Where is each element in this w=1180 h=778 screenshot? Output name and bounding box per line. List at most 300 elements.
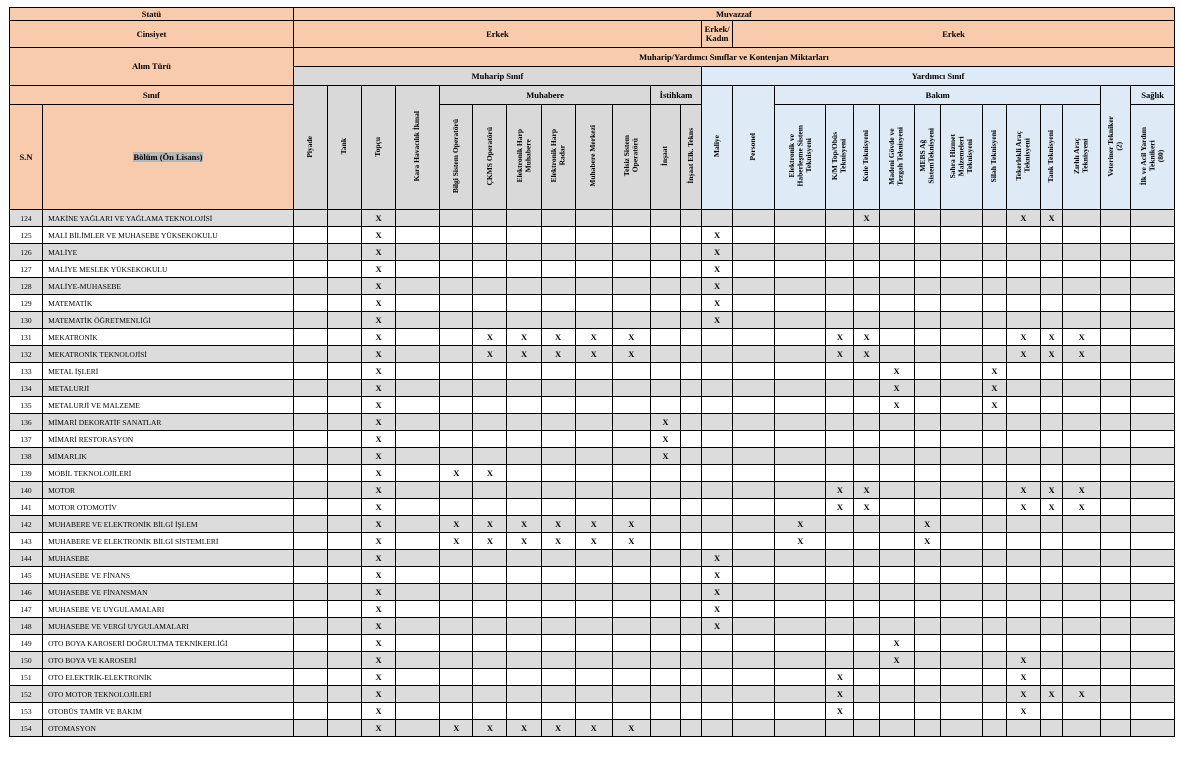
quota-cell — [826, 465, 854, 482]
col-header-16: Kule Teknisyeni — [854, 105, 879, 210]
quota-cell — [854, 431, 879, 448]
quota-cell — [914, 618, 940, 635]
quota-cell — [914, 720, 940, 737]
col-header-18: MEBS Ağ SistemTeknisyeni — [914, 105, 940, 210]
quota-mark: X — [1063, 482, 1101, 499]
quota-cell — [680, 652, 701, 669]
quota-cell — [327, 329, 361, 346]
quota-cell — [293, 635, 327, 652]
quota-cell — [775, 584, 826, 601]
quota-cell — [293, 499, 327, 516]
quota-cell — [680, 618, 701, 635]
quota-cell — [940, 210, 982, 227]
quota-mark: X — [914, 516, 940, 533]
quota-cell — [1101, 346, 1131, 363]
row-sn: 135 — [10, 397, 43, 414]
quota-cell — [1063, 652, 1101, 669]
quota-cell — [507, 312, 541, 329]
row-sn: 151 — [10, 669, 43, 686]
quota-mark: X — [575, 720, 612, 737]
quota-cell — [826, 363, 854, 380]
quota-cell — [914, 278, 940, 295]
quota-cell — [680, 448, 701, 465]
quota-mark: X — [362, 244, 396, 261]
quota-cell — [575, 227, 612, 244]
quota-cell — [854, 397, 879, 414]
table-row — [10, 346, 1175, 363]
quota-mark: X — [702, 295, 733, 312]
quota-cell — [293, 652, 327, 669]
quota-mark: X — [1063, 499, 1101, 516]
quota-cell — [1063, 703, 1101, 720]
quota-cell — [440, 686, 473, 703]
quota-mark: X — [775, 516, 826, 533]
table-row — [10, 635, 1175, 652]
quota-cell — [1101, 533, 1131, 550]
quota-cell — [612, 210, 650, 227]
quota-cell — [854, 448, 879, 465]
quota-cell — [914, 346, 940, 363]
quota-cell — [507, 499, 541, 516]
bolum-header-label: Bölüm (Ön Lisans) — [133, 151, 203, 162]
quota-cell — [826, 567, 854, 584]
quota-cell — [541, 210, 575, 227]
quota-cell — [775, 635, 826, 652]
row-sn: 152 — [10, 686, 43, 703]
quota-cell — [775, 601, 826, 618]
quota-cell — [1063, 601, 1101, 618]
quota-mark: X — [702, 227, 733, 244]
quota-cell — [854, 363, 879, 380]
quota-mark: X — [362, 414, 396, 431]
quota-mark: X — [612, 533, 650, 550]
quota-cell — [775, 482, 826, 499]
quota-cell — [1063, 295, 1101, 312]
quota-cell — [775, 652, 826, 669]
quota-cell — [879, 567, 914, 584]
quota-cell — [575, 312, 612, 329]
quota-cell — [1041, 635, 1063, 652]
quota-cell — [650, 397, 680, 414]
quota-cell — [1006, 244, 1040, 261]
quota-cell — [680, 431, 701, 448]
row-sn: 149 — [10, 635, 43, 652]
quota-cell — [440, 244, 473, 261]
quota-cell — [1041, 414, 1063, 431]
quota-cell — [612, 550, 650, 567]
quota-cell — [612, 618, 650, 635]
quota-mark: X — [507, 329, 541, 346]
quota-mark: X — [1041, 329, 1063, 346]
quota-cell — [650, 278, 680, 295]
quota-cell — [293, 414, 327, 431]
quota-mark: X — [879, 652, 914, 669]
quota-cell — [879, 278, 914, 295]
quota-cell — [293, 278, 327, 295]
quota-cell — [575, 431, 612, 448]
quota-cell — [826, 210, 854, 227]
quota-cell — [826, 584, 854, 601]
quota-cell — [327, 686, 361, 703]
quota-cell — [826, 244, 854, 261]
quota-cell — [940, 686, 982, 703]
quota-cell — [473, 414, 507, 431]
quota-cell — [1131, 567, 1175, 584]
quota-cell — [293, 227, 327, 244]
quota-cell — [702, 210, 733, 227]
quota-cell — [473, 397, 507, 414]
quota-cell — [680, 210, 701, 227]
row-department-name: OTO BOYA VE KAROSERİ — [43, 652, 294, 669]
quota-cell — [940, 567, 982, 584]
quota-cell — [733, 210, 775, 227]
quota-cell — [940, 380, 982, 397]
quota-cell — [507, 380, 541, 397]
quota-cell — [680, 295, 701, 312]
quota-cell — [650, 499, 680, 516]
quota-cell — [680, 244, 701, 261]
quota-cell — [914, 652, 940, 669]
quota-cell — [775, 278, 826, 295]
quota-cell — [982, 499, 1006, 516]
quota-mark: X — [879, 635, 914, 652]
quota-cell — [541, 584, 575, 601]
quota-cell — [650, 261, 680, 278]
quota-cell — [1131, 295, 1175, 312]
quota-cell — [680, 499, 701, 516]
sinif-label: Sınıf — [10, 86, 294, 105]
quota-cell — [575, 244, 612, 261]
quota-cell — [940, 346, 982, 363]
quota-cell — [541, 227, 575, 244]
quota-mark: X — [702, 244, 733, 261]
quota-cell — [650, 312, 680, 329]
quota-cell — [612, 584, 650, 601]
quota-mark: X — [1006, 210, 1040, 227]
quota-cell — [1041, 261, 1063, 278]
quota-cell — [293, 720, 327, 737]
quota-cell — [1063, 465, 1101, 482]
quota-mark: X — [362, 720, 396, 737]
quota-cell — [775, 414, 826, 431]
quota-cell — [293, 601, 327, 618]
quota-mark: X — [362, 278, 396, 295]
quota-cell — [507, 669, 541, 686]
quota-mark: X — [826, 499, 854, 516]
quota-cell — [440, 550, 473, 567]
quota-cell — [507, 227, 541, 244]
quota-cell — [826, 516, 854, 533]
quota-cell — [327, 567, 361, 584]
quota-cell — [1131, 686, 1175, 703]
col-header-22: Tank Teknisyeni — [1041, 105, 1063, 210]
quota-cell — [396, 380, 440, 397]
quota-mark: X — [575, 329, 612, 346]
row-sn: 154 — [10, 720, 43, 737]
quota-cell — [650, 652, 680, 669]
quota-cell — [1101, 720, 1131, 737]
quota-cell — [327, 261, 361, 278]
quota-cell — [982, 516, 1006, 533]
quota-cell — [1063, 363, 1101, 380]
quota-cell — [940, 703, 982, 720]
quota-mark: X — [362, 618, 396, 635]
quota-cell — [507, 210, 541, 227]
quota-cell — [940, 482, 982, 499]
gender-erkek-kadin: Erkek/ Kadın — [702, 21, 733, 48]
quota-mark: X — [826, 669, 854, 686]
sn-header: S.N — [10, 105, 43, 210]
quota-cell — [541, 312, 575, 329]
quota-cell — [440, 584, 473, 601]
quota-mark: X — [362, 516, 396, 533]
row-sn: 145 — [10, 567, 43, 584]
quota-cell — [733, 448, 775, 465]
row-department-name: MALİYE MESLEK YÜKSEKOKULU — [43, 261, 294, 278]
quota-cell — [775, 720, 826, 737]
quota-cell — [914, 397, 940, 414]
yardimci-sinif-header: Yardımcı Sınıf — [702, 67, 1175, 86]
quota-mark: X — [473, 720, 507, 737]
quota-cell — [1041, 295, 1063, 312]
table-row — [10, 686, 1175, 703]
quota-cell — [327, 618, 361, 635]
quota-mark: X — [362, 482, 396, 499]
quota-cell — [650, 295, 680, 312]
quota-cell — [702, 686, 733, 703]
quota-cell — [702, 448, 733, 465]
quota-cell — [702, 397, 733, 414]
quota-cell — [396, 448, 440, 465]
quota-cell — [473, 244, 507, 261]
quota-cell — [396, 720, 440, 737]
quota-cell — [293, 329, 327, 346]
quota-cell — [541, 601, 575, 618]
quota-cell — [1041, 550, 1063, 567]
quota-cell — [826, 635, 854, 652]
quota-cell — [1101, 465, 1131, 482]
quota-cell — [702, 703, 733, 720]
quota-mark: X — [362, 448, 396, 465]
quota-cell — [1131, 482, 1175, 499]
quota-mark: X — [982, 397, 1006, 414]
quota-mark: X — [507, 516, 541, 533]
quota-cell — [1063, 261, 1101, 278]
table-row — [10, 380, 1175, 397]
quota-mark: X — [575, 533, 612, 550]
quota-cell — [1006, 227, 1040, 244]
quota-cell — [775, 346, 826, 363]
quota-cell — [1101, 516, 1131, 533]
quota-cell — [1131, 516, 1175, 533]
quota-cell — [879, 448, 914, 465]
quota-cell — [575, 380, 612, 397]
quota-cell — [982, 329, 1006, 346]
quota-cell — [879, 550, 914, 567]
quota-cell — [1041, 397, 1063, 414]
quota-cell — [702, 482, 733, 499]
quota-cell — [854, 703, 879, 720]
quota-cell — [650, 533, 680, 550]
quota-cell — [327, 720, 361, 737]
quota-cell — [612, 227, 650, 244]
quota-cell — [1063, 380, 1101, 397]
quota-cell — [1101, 295, 1131, 312]
quota-cell — [440, 227, 473, 244]
quota-mark: X — [826, 482, 854, 499]
quota-mark: X — [473, 465, 507, 482]
quota-mark: X — [1041, 499, 1063, 516]
quota-cell — [440, 329, 473, 346]
quota-cell — [775, 686, 826, 703]
quota-cell — [1101, 601, 1131, 618]
quota-cell — [1063, 567, 1101, 584]
quota-mark: X — [362, 584, 396, 601]
quota-cell — [1101, 414, 1131, 431]
quota-mark: X — [1063, 346, 1101, 363]
row-sn: 143 — [10, 533, 43, 550]
quota-cell — [775, 703, 826, 720]
quota-cell — [940, 720, 982, 737]
quota-cell — [575, 652, 612, 669]
quota-cell — [733, 465, 775, 482]
quota-cell — [440, 431, 473, 448]
table-row — [10, 227, 1175, 244]
quota-mark: X — [702, 261, 733, 278]
table-row — [10, 261, 1175, 278]
quota-mark: X — [362, 533, 396, 550]
quota-mark: X — [702, 567, 733, 584]
quota-cell — [473, 635, 507, 652]
quota-cell — [327, 482, 361, 499]
quota-cell — [575, 261, 612, 278]
quota-mark: X — [775, 533, 826, 550]
quota-cell — [940, 499, 982, 516]
quota-cell — [327, 499, 361, 516]
quota-cell — [940, 261, 982, 278]
row-department-name: MALİ BİLİMLER VE MUHASEBE YÜKSEKOKULU — [43, 227, 294, 244]
quota-cell — [396, 499, 440, 516]
quota-cell — [575, 363, 612, 380]
quota-cell — [396, 329, 440, 346]
quota-mark: X — [541, 720, 575, 737]
quota-cell — [733, 312, 775, 329]
quota-cell — [680, 550, 701, 567]
quota-cell — [1006, 516, 1040, 533]
quota-mark: X — [826, 703, 854, 720]
quota-cell — [982, 261, 1006, 278]
bolum-header — [43, 105, 294, 210]
quota-cell — [473, 312, 507, 329]
row-sn: 126 — [10, 244, 43, 261]
quota-cell — [982, 431, 1006, 448]
quota-cell — [440, 380, 473, 397]
quota-cell — [1006, 720, 1040, 737]
row-sn: 133 — [10, 363, 43, 380]
row-department-name: OTOMASYON — [43, 720, 294, 737]
quota-cell — [879, 346, 914, 363]
quota-cell — [440, 703, 473, 720]
quota-cell — [440, 261, 473, 278]
quota-cell — [940, 652, 982, 669]
col-header-4: Bilgi Sistem Operatörü — [440, 105, 473, 210]
quota-cell — [940, 465, 982, 482]
quota-cell — [879, 261, 914, 278]
quota-cell — [879, 601, 914, 618]
quota-cell — [879, 618, 914, 635]
quota-mark: X — [362, 312, 396, 329]
gender-erkek-right: Erkek — [733, 21, 1175, 48]
quota-cell — [473, 601, 507, 618]
quota-cell — [702, 516, 733, 533]
quota-cell — [396, 584, 440, 601]
quota-cell — [680, 720, 701, 737]
quota-cell — [1101, 244, 1131, 261]
quota-cell — [440, 635, 473, 652]
row-department-name: METALURJİ — [43, 380, 294, 397]
col-header-10: İnşaat — [650, 105, 680, 210]
quota-cell — [702, 414, 733, 431]
table-row — [10, 584, 1175, 601]
quota-cell — [541, 261, 575, 278]
quota-cell — [396, 686, 440, 703]
quota-cell — [702, 346, 733, 363]
quota-cell — [1041, 601, 1063, 618]
quota-cell — [396, 414, 440, 431]
quota-cell — [914, 499, 940, 516]
quota-cell — [1101, 397, 1131, 414]
quota-cell — [327, 584, 361, 601]
quota-cell — [1063, 516, 1101, 533]
quota-mark: X — [541, 329, 575, 346]
quota-cell — [879, 431, 914, 448]
table-row — [10, 499, 1175, 516]
quota-cell — [982, 210, 1006, 227]
quota-cell — [914, 669, 940, 686]
quota-cell — [612, 703, 650, 720]
quota-cell — [541, 397, 575, 414]
quota-cell — [826, 312, 854, 329]
quota-cell — [775, 312, 826, 329]
quota-mark: X — [1006, 686, 1040, 703]
quota-cell — [612, 669, 650, 686]
quota-mark: X — [1006, 346, 1040, 363]
quota-cell — [1041, 533, 1063, 550]
quota-cell — [473, 278, 507, 295]
quota-mark: X — [362, 397, 396, 414]
row-department-name: MUHASEBE VE UYGULAMALARI — [43, 601, 294, 618]
quota-mark: X — [612, 720, 650, 737]
quota-mark: X — [362, 363, 396, 380]
quota-cell — [1131, 550, 1175, 567]
quota-cell — [680, 414, 701, 431]
quota-cell — [702, 720, 733, 737]
quota-mark: X — [362, 686, 396, 703]
col-header-9: Telsiz Sistem Operatörü — [612, 105, 650, 210]
col-header-12: Maliye — [702, 86, 733, 210]
quota-cell — [854, 414, 879, 431]
quota-cell — [541, 482, 575, 499]
quota-cell — [940, 533, 982, 550]
quota-mark: X — [541, 516, 575, 533]
quota-cell — [650, 550, 680, 567]
row-department-name: MİMARİ DEKORATİF SANATLAR — [43, 414, 294, 431]
quota-cell — [826, 601, 854, 618]
table-body — [10, 210, 1175, 737]
quota-cell — [1131, 312, 1175, 329]
quota-cell — [982, 244, 1006, 261]
quota-cell — [541, 652, 575, 669]
